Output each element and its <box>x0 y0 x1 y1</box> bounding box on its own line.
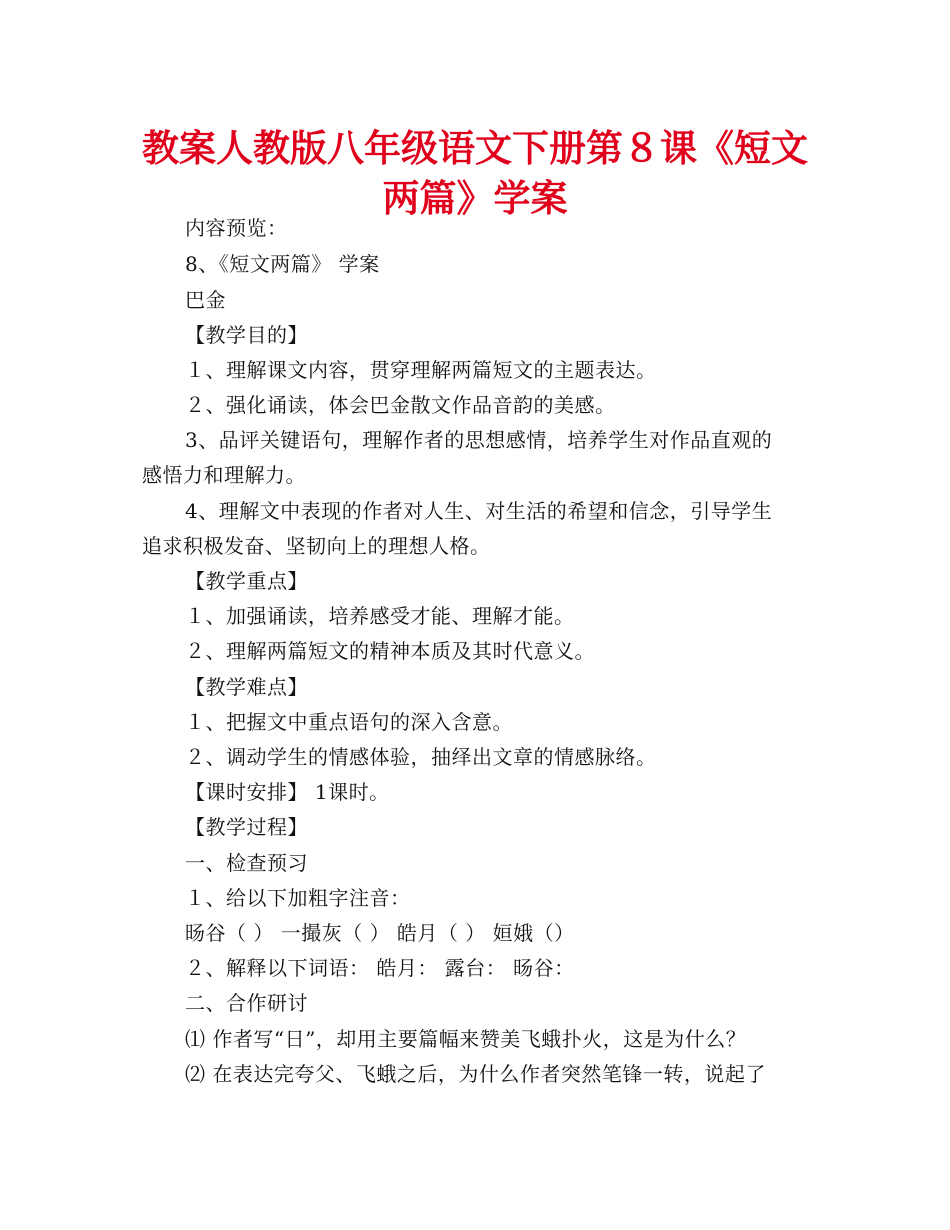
difficulty-item-1: １、把握文中重点语句的深入含意。 <box>185 710 513 734</box>
objective-item-4-cont: 追求积极发奋、坚韧向上的理想人格。 <box>142 534 491 558</box>
key-point-item-2: ２、理解两篇短文的精神本质及其时代意义。 <box>185 639 595 663</box>
key-point-item-1: １、加强诵读，培养感受才能、理解才能。 <box>185 604 575 628</box>
author-name: 巴金 <box>185 288 226 312</box>
document-title <box>120 124 830 224</box>
title-line-2: 两篇》学案 <box>382 177 568 220</box>
objective-item-1: １、理解课文内容，贯穿理解两篇短文的主题表达。 <box>185 358 657 382</box>
objective-item-4: 4、理解文中表现的作者对人生、对生活的希望和信念，引导学生 <box>185 499 773 523</box>
objective-item-2: ２、强化诵读，体会巴金散文作品音韵的美感。 <box>185 393 616 417</box>
question-2: ⑵ 在表达完夸父、飞蛾之后，为什么作者突然笔锋一转，说起了 <box>185 1062 766 1086</box>
objective-item-3: 3、品评关键语句，理解作者的思想感情，培养学生对作品直观的 <box>185 428 773 452</box>
preview-label: 内容预览： <box>185 216 288 240</box>
title-line-1: 教案人教版八年级语文下册第８课《短文 <box>142 127 808 170</box>
process-step-1: 一、检查预习 <box>185 851 308 875</box>
question-1: ⑴ 作者写“日”，却用主要篇幅来赞美飞蛾扑火，这是为什么？ <box>185 1027 747 1051</box>
phonetic-blanks: 旸谷（ ） 一撮灰（ ） 皓月（ ） 姮娥（） <box>185 921 575 945</box>
section-heading-difficulties: 【教学难点】 <box>185 675 308 699</box>
lesson-heading: 8、《短文两篇》 学案 <box>185 252 380 276</box>
section-heading-schedule: 【课时安排】 1课时。 <box>185 780 390 804</box>
objective-item-3-cont: 感悟力和理解力。 <box>142 463 306 487</box>
process-step-2: 二、合作研讨 <box>185 991 308 1015</box>
section-heading-objectives: 【教学目的】 <box>185 323 308 347</box>
section-heading-process: 【教学过程】 <box>185 815 308 839</box>
section-heading-key-points: 【教学重点】 <box>185 569 308 593</box>
preview-task-2: ２、解释以下词语： 皓月： 露台： 旸谷： <box>185 956 575 980</box>
preview-task-1: １、给以下加粗字注音： <box>185 886 411 910</box>
difficulty-item-2: ２、调动学生的情感体验，抽绎出文章的情感脉络。 <box>185 745 657 769</box>
